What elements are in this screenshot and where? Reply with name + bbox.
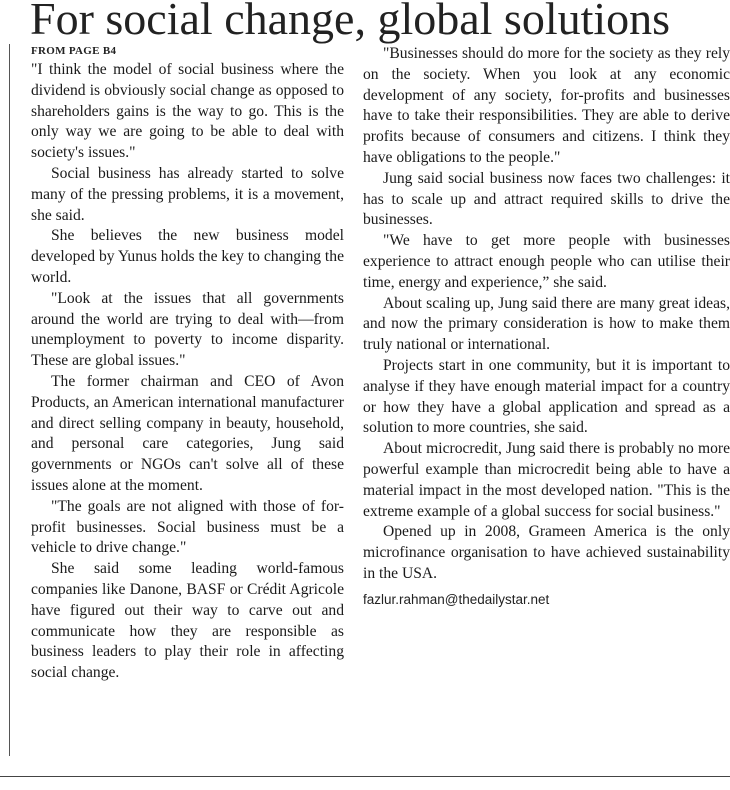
paragraph: Opened up in 2008, Grameen America is the only microfinance organisation to have achieved sustainability in the USA. — [363, 523, 730, 582]
author-email: fazlur.rahman@thedailystar.net — [363, 591, 550, 607]
paragraph: "Businesses should do more for the society as they rely on the society. When you look at any economic development of any society, for-profits and businesses have to take their responsibilities. They are able to derive profits because of consumers and citizens. I think they have obligations to the people." — [363, 45, 730, 166]
paragraph: "Look at the issues that all governments around the world are trying to deal with—from unemployment to poverty to income disparity. These are global issues." — [31, 289, 344, 370]
bottom-rule — [0, 776, 730, 777]
paragraph: About microcredit, Jung said there is probably no more powerful example than microcredit being able to have a material impact in the most developed nation. "This is the extreme example of a global success for social business." — [363, 440, 730, 520]
paragraph: The former chairman and CEO of Avon Products, an American international manufacturer and direct selling company in beauty, household, and personal care categories, Jung said governments or NGOs can't solve all of these issues alone at the moment. — [31, 372, 344, 494]
paragraph: Social business has already started to solve many of the pressing problems, it is a movement, she said. — [31, 164, 344, 224]
paragraph: About scaling up, Jung said there are many great ideas, and now the primary consideration is how to make them truly national or international. — [363, 294, 730, 354]
left-column — [31, 44, 344, 684]
paragraph: "We have to get more people with businesses experience to attract enough people who can utilise their time, energy and experience,” she said. — [363, 232, 730, 291]
paragraph: "The goals are not aligned with those of for-profit businesses. Social business must be a vehicle to drive change." — [31, 497, 344, 557]
paragraph: She said some leading world-famous companies like Danone, BASF or Crédit Agricole have figured out their way to carve out and communicate how they are responsible as business leaders to play their role in affecting social change. — [31, 560, 344, 682]
continued-from-label: FROM PAGE B4 — [31, 45, 117, 57]
paragraph: Jung said social business now faces two challenges: it has to scale up and attract required skills to drive the businesses. — [363, 169, 730, 229]
paragraph: "I think the model of social business where the dividend is obviously social change as opposed to shareholders gains is the way to go. This is the only way we are going to be able to deal with society's issues." — [31, 61, 344, 162]
headline: For social change, global solutions — [30, 0, 671, 44]
paragraph: Projects start in one community, but it is important to analyse if they have enough material impact for a country or how they have a global application and spread as a solution to more countries, she said. — [363, 356, 730, 437]
right-column — [363, 44, 730, 609]
left-column-rule — [9, 44, 10, 756]
paragraph: She believes the new business model developed by Yunus holds the key to changing the world. — [31, 227, 344, 286]
